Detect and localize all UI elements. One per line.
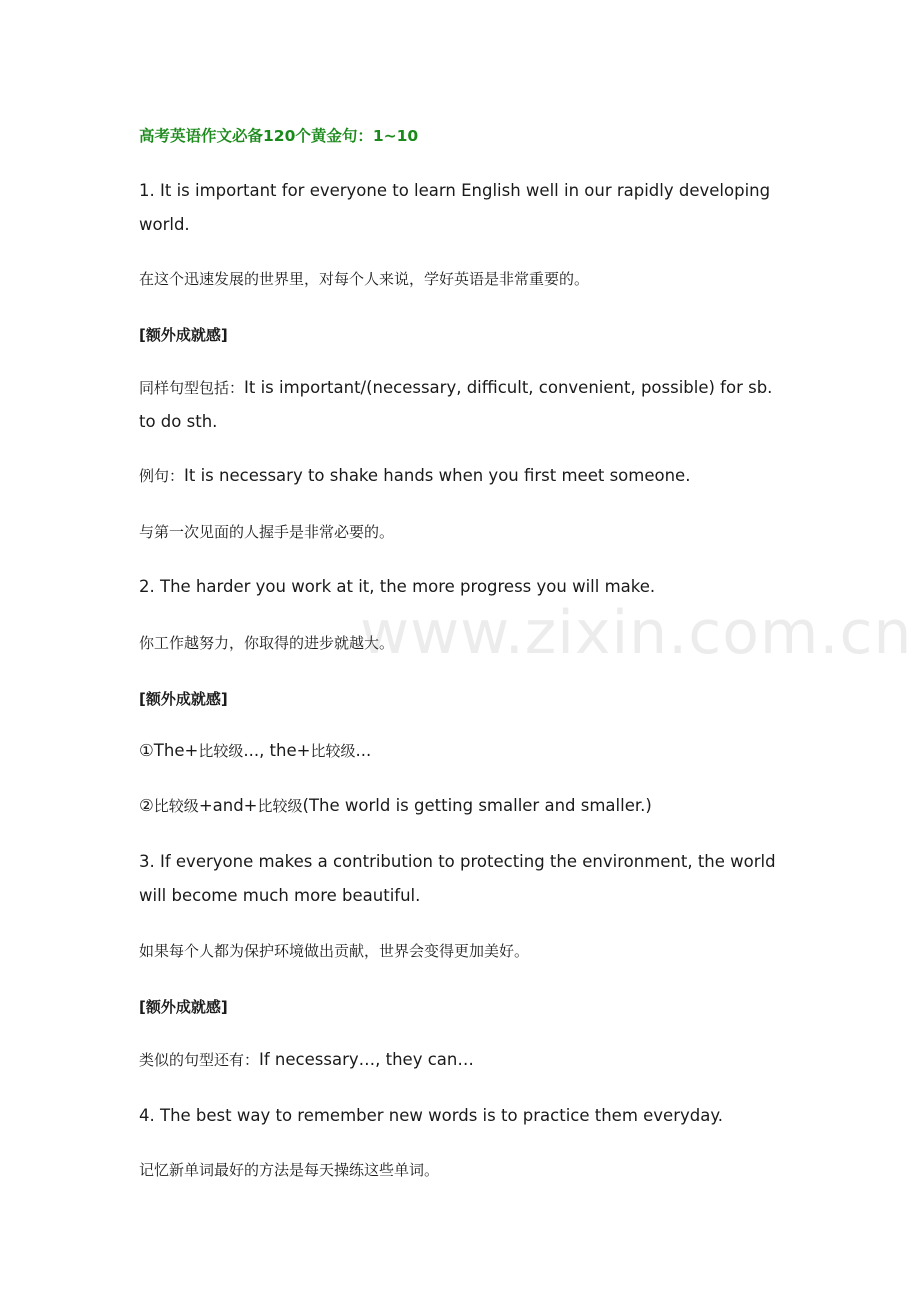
sentence-2-english: 2. The harder you work at it, the more progress you will make. xyxy=(139,577,656,596)
sentence-3-english: 3. If everyone makes a contribution to protecting the environment, the world will become much more beautiful. xyxy=(139,852,776,905)
pattern-note-1-label: 同样句型包括： xyxy=(139,379,245,397)
extra-heading-2: [额外成就感] xyxy=(139,690,228,708)
pattern-note-2a-part2: 比较级 xyxy=(198,742,244,760)
sentence-1-english: 1. It is important for everyone to learn English well in our rapidly developing world. xyxy=(139,181,771,234)
document-title: 高考英语作文必备120个黄金句：1~10 xyxy=(139,127,419,145)
site-watermark: www.zixin.com.cn xyxy=(360,598,913,668)
sentence-2-chinese: 你工作越努力，你取得的进步就越大。 xyxy=(139,634,395,652)
pattern-note-2a xyxy=(139,734,794,768)
pattern-note-2b-part1: ② xyxy=(139,796,154,815)
sentence-4-chinese: 记忆新单词最好的方法是每天操练这些单词。 xyxy=(139,1161,440,1179)
example-sentence-1-chinese: 与第一次见面的人握手是非常必要的。 xyxy=(139,523,395,541)
pattern-note-2b-part4: 比较级 xyxy=(257,797,303,815)
pattern-note-2a-part3: ..., the+ xyxy=(243,741,311,760)
pattern-note-1 xyxy=(139,371,794,439)
example-sentence-1 xyxy=(139,459,794,493)
sentence-4-english: 4. The best way to remember new words is to practice them everyday. xyxy=(139,1106,724,1125)
pattern-note-3 xyxy=(139,1043,794,1077)
extra-heading-3: [额外成就感] xyxy=(139,998,228,1016)
pattern-note-2b-part3: +and+ xyxy=(198,796,258,815)
pattern-note-2b-part2: 比较级 xyxy=(153,797,199,815)
pattern-note-2b-part5: (The world is getting smaller and smaller.) xyxy=(302,796,652,815)
pattern-note-3-label: 类似的句型还有： xyxy=(139,1051,260,1069)
pattern-note-2a-part4: 比较级 xyxy=(310,742,356,760)
pattern-note-1-text: It is important/(necessary, difficult, convenient, possible) for sb. to do sth. xyxy=(139,378,773,431)
example-sentence-1-text: It is necessary to shake hands when you first meet someone. xyxy=(184,466,691,485)
pattern-note-3-text: If necessary…, they can… xyxy=(259,1050,474,1069)
example-sentence-1-label: 例句： xyxy=(139,467,185,485)
pattern-note-2a-part5: ... xyxy=(355,741,372,760)
sentence-1-chinese: 在这个迅速发展的世界里，对每个人来说，学好英语是非常重要的。 xyxy=(139,270,590,288)
pattern-note-2b xyxy=(139,789,794,823)
pattern-note-2a-part1: ①The+ xyxy=(139,741,199,760)
extra-heading-1: [额外成就感] xyxy=(139,326,228,344)
sentence-3-chinese: 如果每个人都为保护环境做出贡献，世界会变得更加美好。 xyxy=(139,942,530,960)
